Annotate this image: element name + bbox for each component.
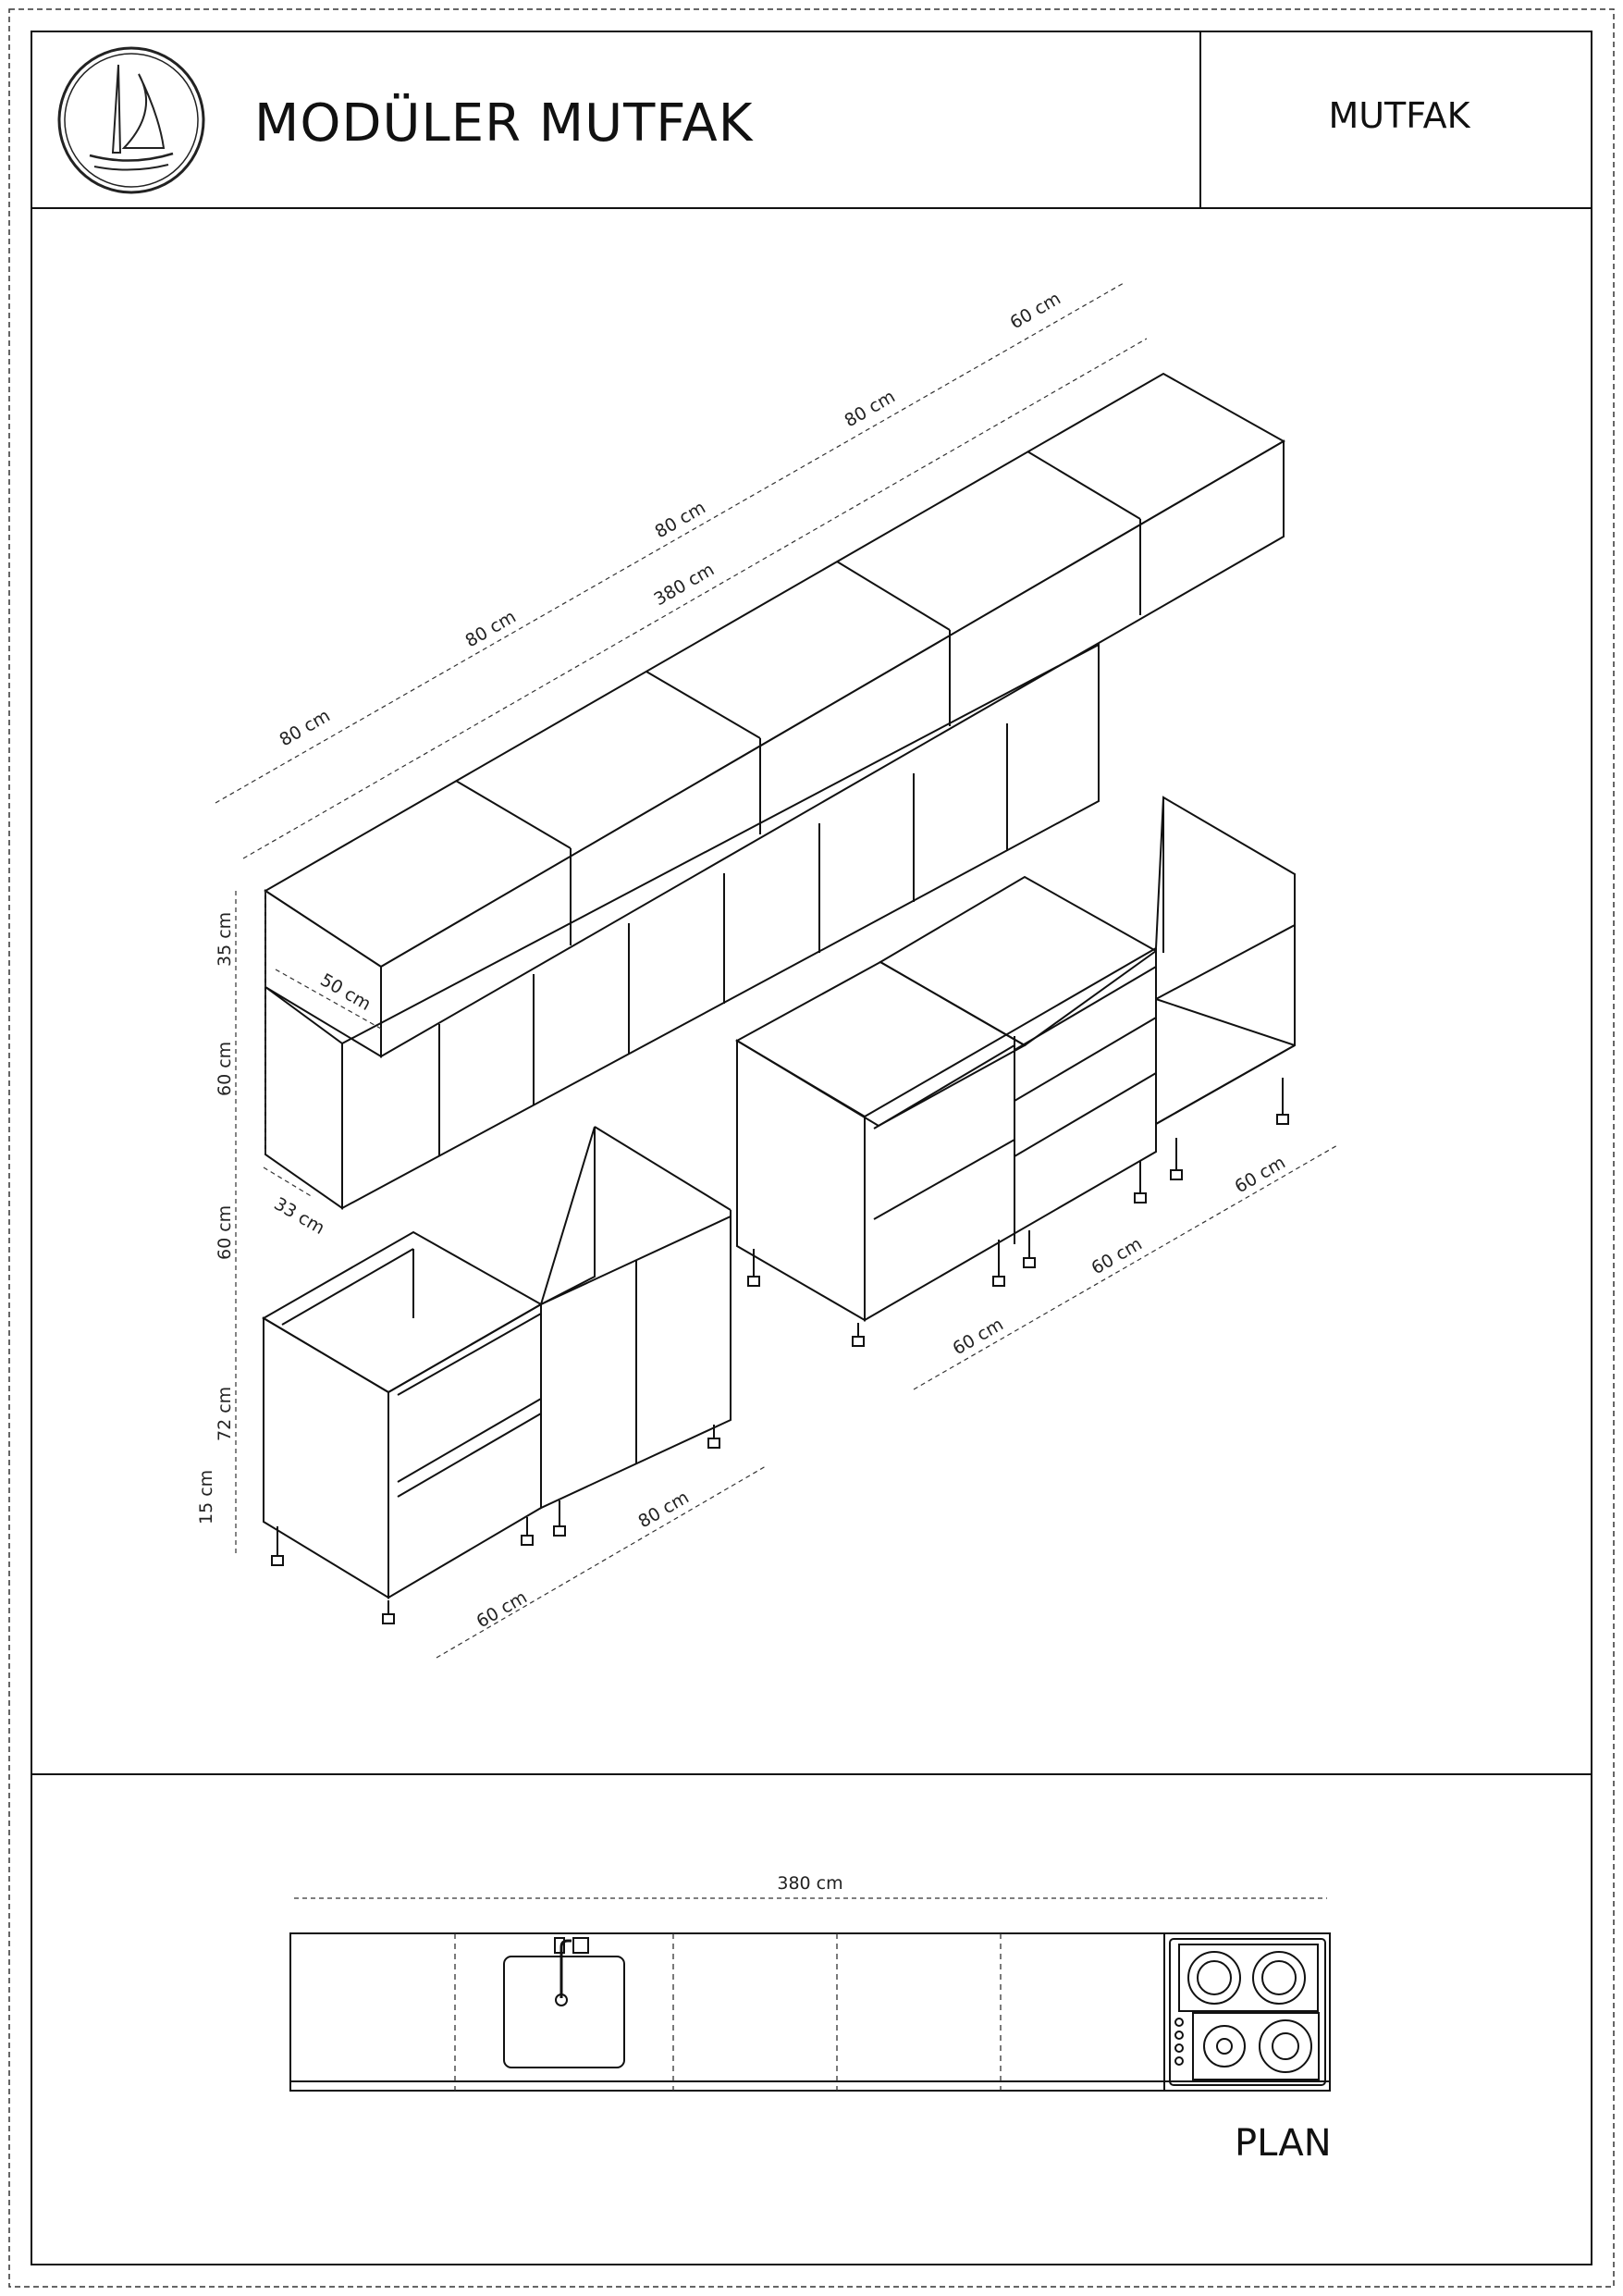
dim-wall-depth: 33 cm bbox=[270, 1193, 328, 1239]
dim-upper-module-2: 80 cm bbox=[461, 606, 520, 652]
dim-upper-module-5: 60 cm bbox=[1006, 288, 1064, 334]
right-base-unit bbox=[737, 797, 1295, 1346]
dim-upper-height: 35 cm bbox=[215, 911, 235, 967]
dim-carcass-height: 72 cm bbox=[215, 1386, 235, 1441]
isometric-view bbox=[264, 374, 1295, 1623]
cooktop-icon bbox=[1170, 1939, 1325, 2085]
plan-label: PLAN bbox=[1235, 2122, 1332, 2165]
dim-upper-module-1: 80 cm bbox=[276, 705, 334, 751]
dim-gap-height: 60 cm bbox=[215, 1204, 235, 1260]
dim-upper-module-3: 80 cm bbox=[651, 497, 709, 543]
dim-left-base-width-2: 80 cm bbox=[634, 1487, 693, 1533]
dim-right-base-width-1: 60 cm bbox=[949, 1314, 1007, 1360]
sailboat-logo bbox=[59, 48, 203, 192]
page-title: MODÜLER MUTFAK bbox=[254, 93, 754, 154]
dim-right-base-width-3: 60 cm bbox=[1231, 1152, 1289, 1198]
section-label: MUTFAK bbox=[1328, 95, 1470, 136]
dim-upper-module-4: 80 cm bbox=[841, 386, 899, 432]
dim-upper-depth: 50 cm bbox=[316, 969, 375, 1015]
dim-wall-height: 60 cm bbox=[215, 1041, 235, 1096]
plan-view bbox=[290, 1933, 1330, 2091]
sink-icon bbox=[504, 1938, 624, 2068]
dim-left-base-width-1: 60 cm bbox=[473, 1586, 531, 1633]
dim-right-base-width-2: 60 cm bbox=[1088, 1233, 1146, 1279]
dim-leg-height: 15 cm bbox=[196, 1469, 216, 1524]
plan-total-width: 380 cm bbox=[777, 1873, 843, 1894]
dim-upper-total: 380 cm bbox=[650, 559, 719, 611]
upper-cabinet-row bbox=[265, 374, 1284, 1056]
